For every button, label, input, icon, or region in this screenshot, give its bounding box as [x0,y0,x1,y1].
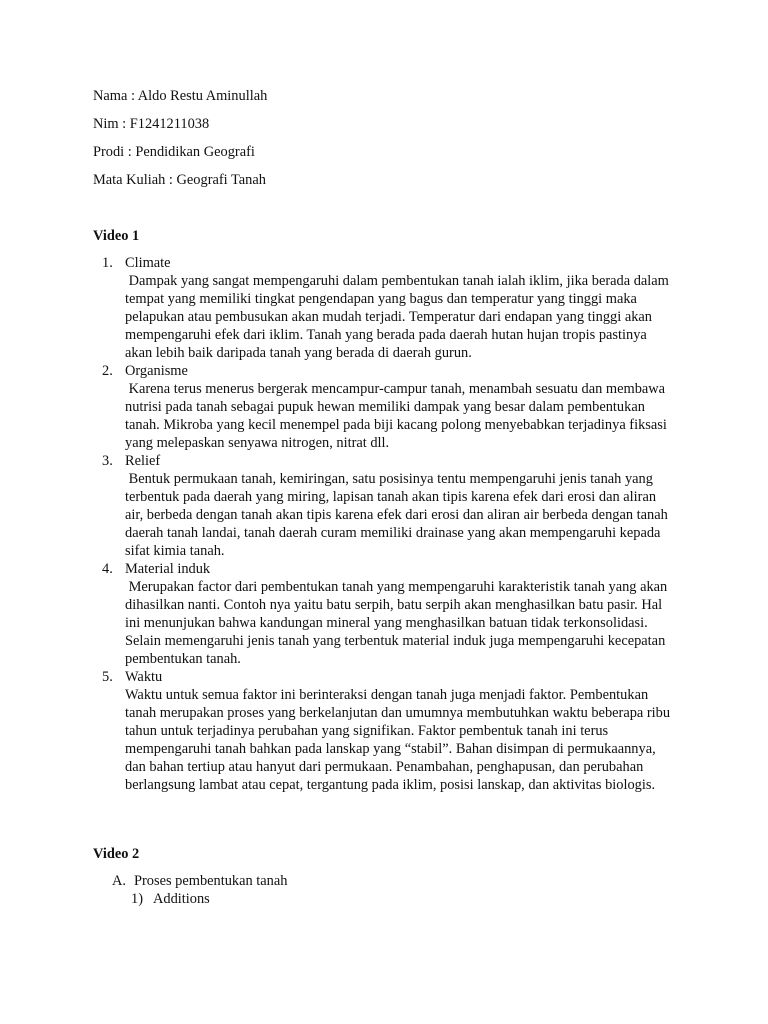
list-item-body: Waktu untuk semua faktor ini berinteraksi dengan tanah juga menjadi faktor. Pembentukan tanah merupakan proses yang berkelanjutan dan umumnya membutuhkan waktu beberapa ribu tahun untuk terjadinya perubahan yang signifikan. Faktor pembentuk tanah ini terus mempengaruhi tanah bahkan pada lanskap yang “stabil”. Bahan disimpan di permukaannya, dan bahan tertiup atau hanyut dari permukaan. Penambahan, penghapusan, dan perubahan berlangsung lambat atau cepat, tergantung pada iklim, posisi lanskap, dan aktivitas biologis. [125,687,671,793]
section-a-number: A. [112,873,126,889]
list-item [93,362,673,452]
course-name: Mata Kuliah : Geografi Tanah [93,172,266,188]
list-item-body: Bentuk permukaan tanah, kemiringan, satu posisinya tentu mempengaruhi jenis tanah yang terbentuk pada daerah yang miring, lapisan tanah akan tipis karena efek dari erosi dan aliran air, berbeda dengan tanah akan tipis karena efek dari erosi dan aliran air berbeda dengan tanah daerah tanah landai, tanah daerah curam memiliki drainase yang akan mempengaruhi kepada sifat kimia tanah. [125,471,668,559]
list-item [93,560,673,668]
section-a-label: Proses pembentukan tanah [134,873,288,889]
list-item-title: Climate [125,255,171,271]
list-item-body: Dampak yang sangat mempengaruhi dalam pembentukan tanah ialah iklim, jika berada dalam tempat yang memiliki tingkat pengendapan yang bagus dan temperatur yang tinggi maka pelapukan atau pembusukan akan mudah terjadi. Temperatur dari endapan yang tinggi akan mempengaruhi efek dari iklim. Tanah yang berada pada daerah hutan hujan tropis pastinya akan lebih baik daripada tanah yang berada di daerah gurun. [125,273,669,361]
list-item-title: Organisme [125,363,188,379]
video-1-list [93,254,673,794]
list-item-body: Merupakan factor dari pembentukan tanah yang mempengaruhi karakteristik tanah yang akan dihasilkan nanti. Contoh nya yaitu batu serpih, batu serpih akan menghasilkan batu pasir. Hal ini menunjukan bahwa kandungan mineral yang menghasilkan batuan tidak terkonsolidasi. Selain memengaruhi jenis tanah yang terbentuk material induk juga mempengaruhi kecepatan pembentukan tanah. [125,579,668,667]
list-item-number: 2. [102,363,113,379]
list-item [93,668,673,794]
section-a [112,872,287,890]
student-nim: Nim : F1241211038 [93,116,210,132]
sub-item-1-label: Additions [153,891,210,907]
sub-item-1 [131,890,210,908]
video-1-heading: Video 1 [93,228,140,244]
list-item-number: 3. [102,453,113,469]
list-item-title: Material induk [125,561,211,577]
list-item-number: 4. [102,561,113,577]
list-item-title: Relief [125,453,161,469]
sub-item-1-number: 1) [131,891,143,907]
student-name: Nama : Aldo Restu Aminullah [93,88,268,104]
video-2-heading: Video 2 [93,846,140,862]
list-item-title: Waktu [125,669,163,685]
list-item [93,452,673,560]
study-program: Prodi : Pendidikan Geografi [93,144,255,160]
list-item-body: Karena terus menerus bergerak mencampur-campur tanah, menambah sesuatu dan membawa nutrisi pada tanah sebagai pupuk hewan memiliki dampak yang besar dalam pembentukan tanah. Mikroba yang kecil menempel pada biji kacang polong menyebabkan terjadinya fiksasi yang melepaskan senyawa nitrogen, nitrat dll. [125,381,667,451]
list-item-number: 5. [102,669,113,685]
list-item-number: 1. [102,255,113,271]
list-item [93,254,673,362]
